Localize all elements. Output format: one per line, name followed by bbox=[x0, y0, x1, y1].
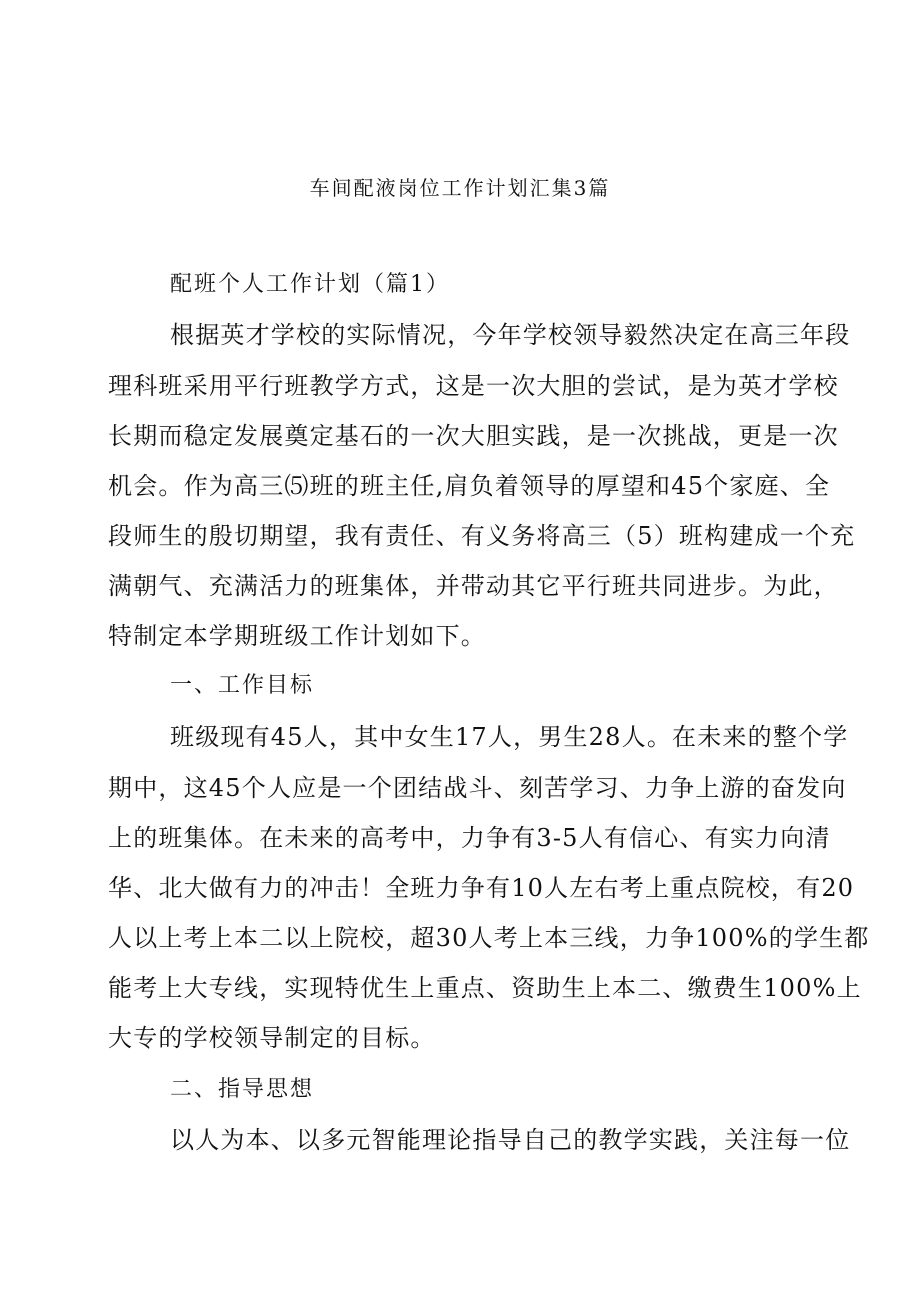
paragraph-line: 华、北大做有力的冲击！全班力争有10人左右考上重点院校，有20 bbox=[108, 874, 855, 902]
paragraph-line: 机会。作为高三⑸班的班主任,肩负着领导的厚望和45个家庭、全 bbox=[108, 472, 831, 500]
section-title: 配班个人工作计划（篇1） bbox=[170, 272, 450, 297]
paragraph-line: 理科班采用平行班教学方式，这是一次大胆的尝试，是为英才学校 bbox=[108, 372, 839, 400]
paragraph-line: 人以上考上本二以上院校，超30人考上本三线，力争100%的学生都 bbox=[108, 924, 870, 952]
document-title: 车间配液岗位工作计划汇集3篇 bbox=[309, 176, 611, 200]
heading-work-goals: 一、工作目标 bbox=[170, 673, 315, 698]
paragraph-line: 大专的学校领导制定的目标。 bbox=[108, 1024, 436, 1052]
paragraph-line: 以人为本、以多元智能理论指导自己的教学实践，关注每一位 bbox=[170, 1126, 851, 1154]
paragraph-line: 上的班集体。在未来的高考中，力争有3-5人有信心、有实力向清 bbox=[108, 824, 831, 852]
paragraph-line: 满朝气、充满活力的班集体，并带动其它平行班共同进步。为此， bbox=[108, 572, 839, 600]
paragraph-line: 期中，这45个人应是一个团结战斗、刻苦学习、力争上游的奋发向 bbox=[108, 774, 847, 802]
paragraph-line: 根据英才学校的实际情况，今年学校领导毅然决定在高三年段 bbox=[170, 321, 851, 349]
paragraph-line: 段师生的殷切期望，我有责任、有义务将高三（5）班构建成一个充 bbox=[108, 522, 856, 550]
paragraph-line: 特制定本学期班级工作计划如下。 bbox=[108, 622, 486, 650]
paragraph-line: 长期而稳定发展奠定基石的一次大胆实践，是一次挑战，更是一次 bbox=[108, 422, 839, 450]
heading-guiding-ideology: 二、指导思想 bbox=[170, 1077, 315, 1102]
paragraph-line: 班级现有45人，其中女生17人，男生28人。在未来的整个学 bbox=[170, 723, 849, 751]
paragraph-line: 能考上大专线，实现特优生上重点、资助生上本二、缴费生100%上 bbox=[108, 974, 862, 1002]
